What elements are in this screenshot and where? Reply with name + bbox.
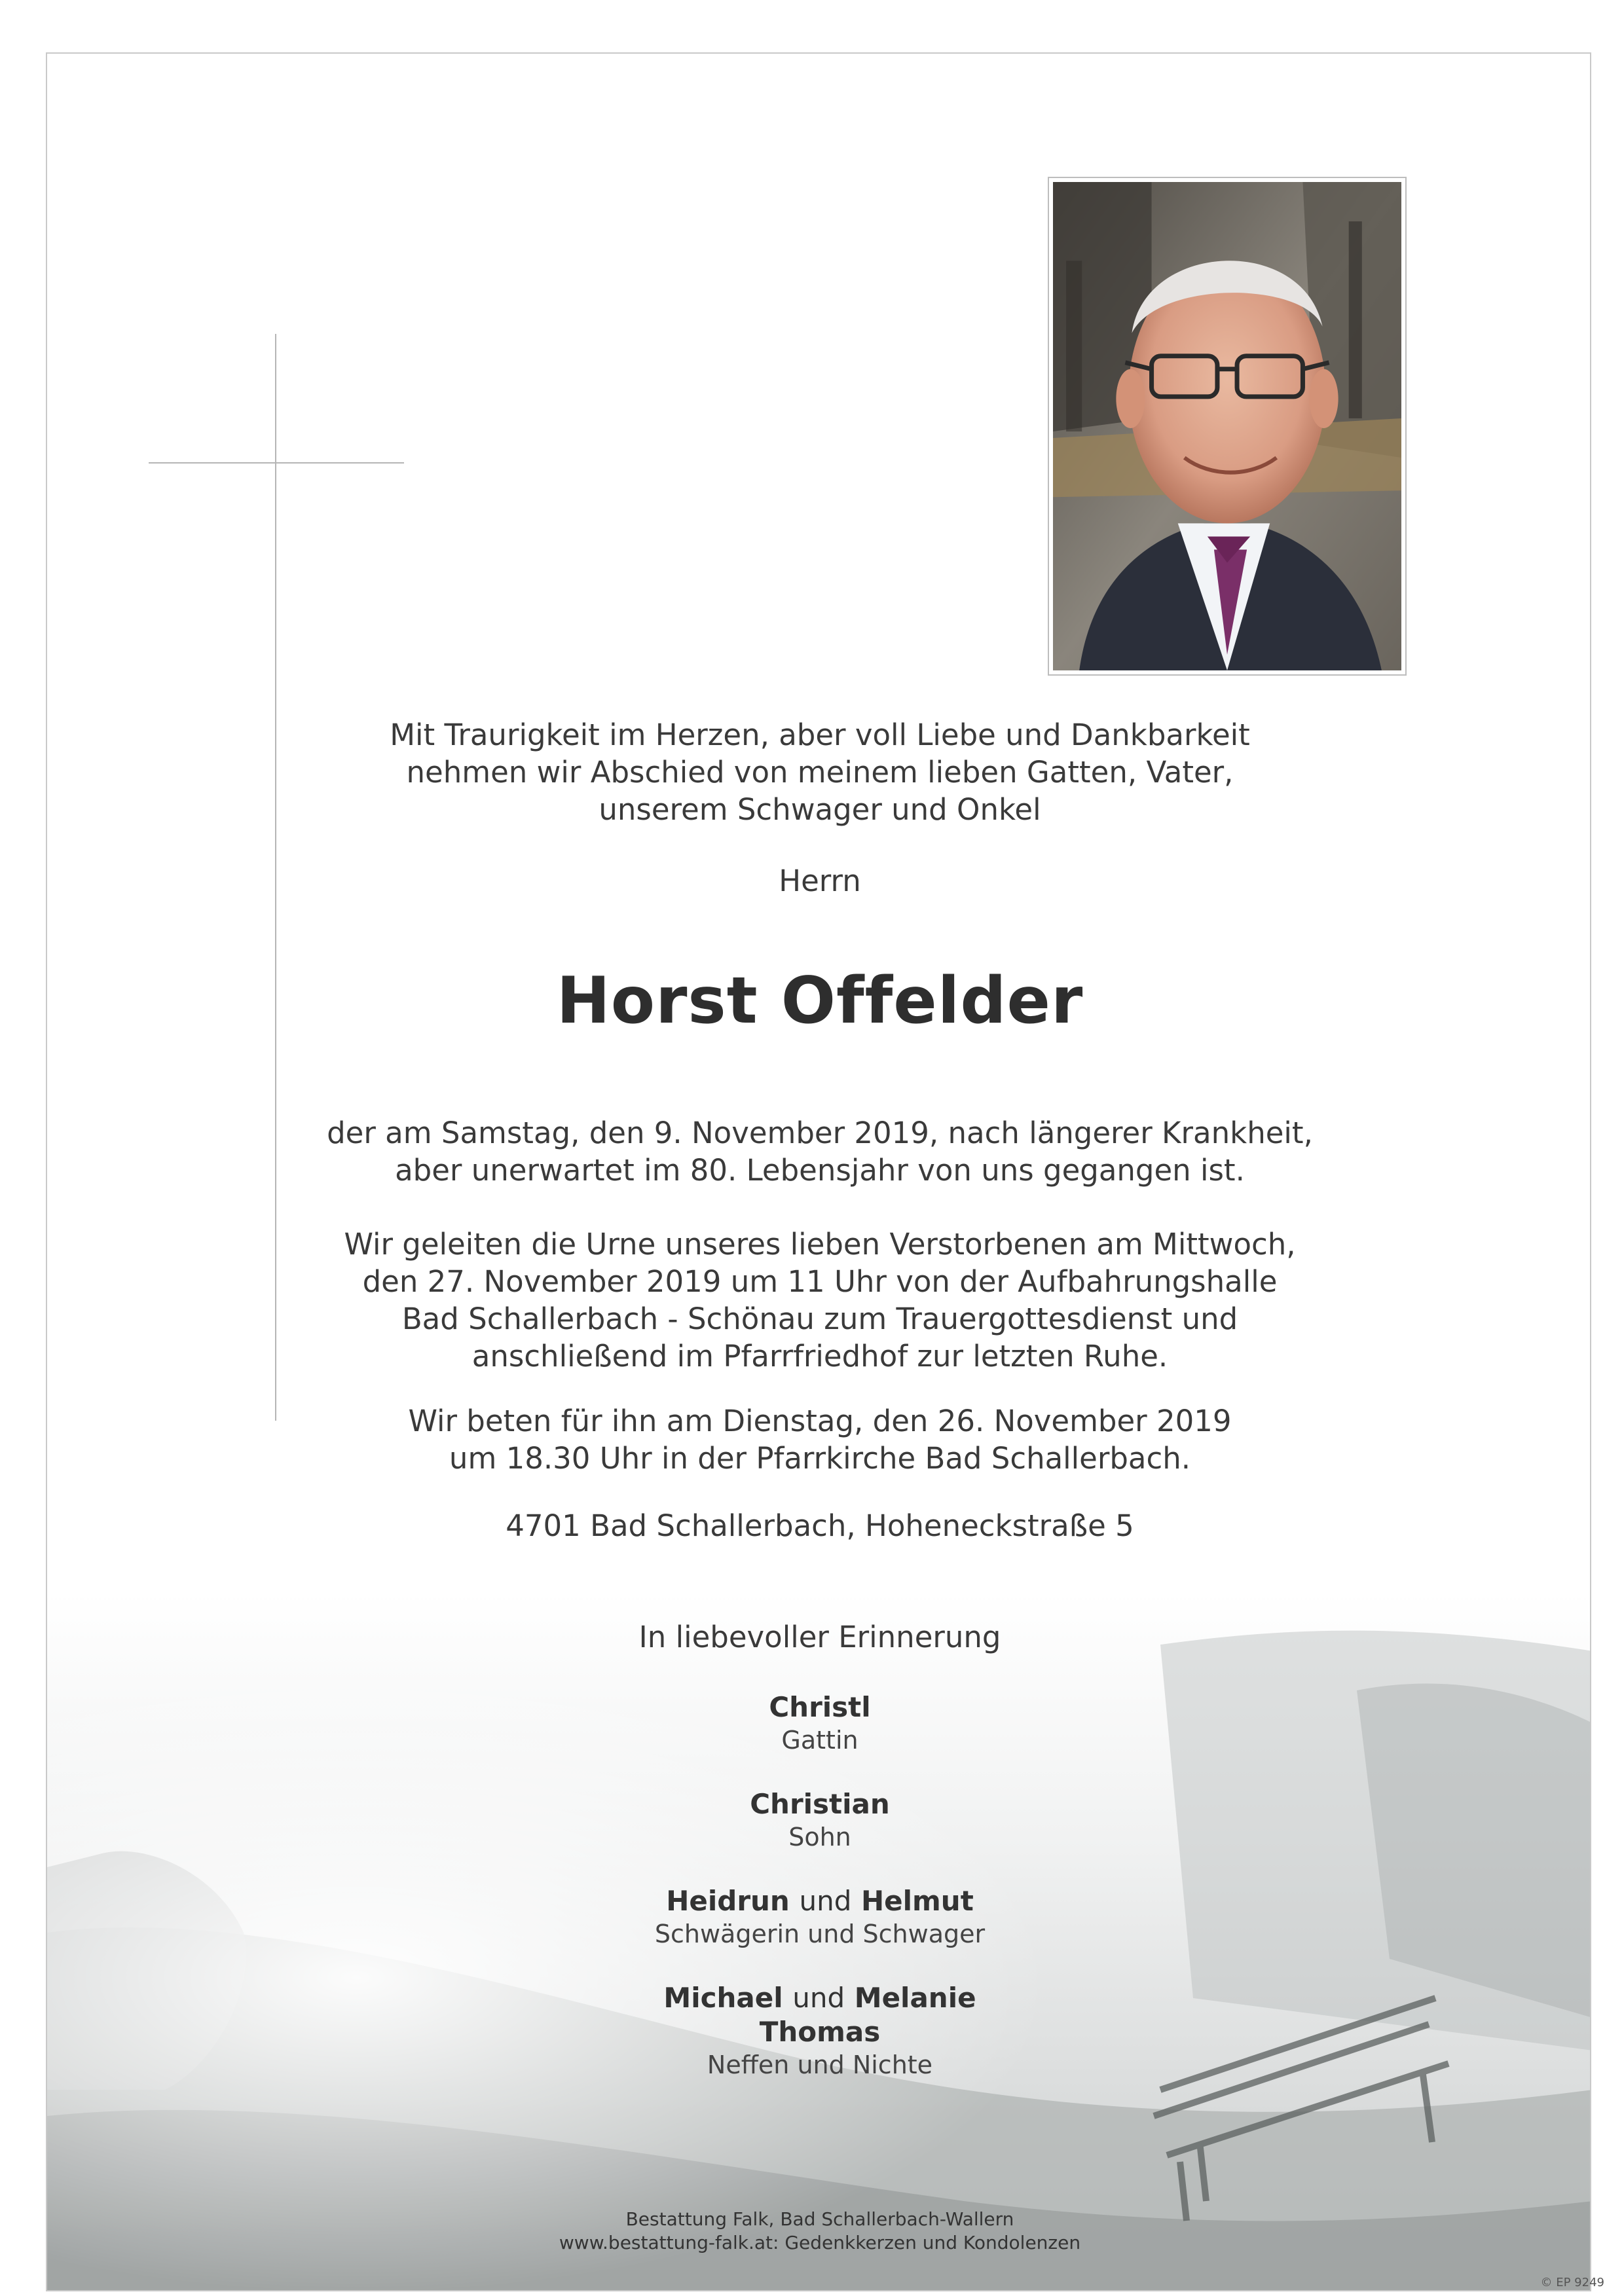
mourner-name: Thomas <box>759 2016 881 2048</box>
portrait-man-image <box>1053 182 1401 670</box>
intro-line-2: nehmen wir Abschied von meinem lieben Gatten, Vater, <box>406 755 1234 790</box>
intro-text <box>47 716 1591 828</box>
mourner-name: Christl <box>769 1691 871 1723</box>
mourner-names <box>47 1981 1591 2015</box>
cross-horizontal-line <box>149 462 404 464</box>
intro-line-3: unserem Schwager und Onkel <box>599 792 1041 827</box>
mourner-relation: Sohn <box>788 1823 851 1851</box>
portrait-photo <box>1048 177 1407 676</box>
footer-line-2: www.bestattung-falk.at: Gedenkkerzen und Kondolenzen <box>559 2232 1081 2253</box>
mourner-group-4 <box>47 1981 1591 2081</box>
joiner: und <box>792 1982 845 2014</box>
parte-frame <box>46 52 1591 2291</box>
reference-number: © EP 9249 <box>1540 2276 1604 2289</box>
mourner-relation: Neffen und Nichte <box>707 2050 933 2079</box>
funeral-line-1: Wir geleiten die Urne unseres lieben Verstorbenen am Mittwoch, <box>344 1227 1296 1262</box>
mourner-relation: Schwägerin und Schwager <box>654 1920 986 1948</box>
death-notice <box>47 1114 1591 1189</box>
mourner-name: Heidrun <box>666 1885 790 1917</box>
mourner-group-3 <box>47 1884 1591 1950</box>
death-line-2: aber unerwartet im 80. Lebensjahr von uns gegangen ist. <box>395 1153 1245 1188</box>
mourner-names <box>47 1884 1591 1918</box>
funeral-line-4: anschließend im Pfarrfriedhof zur letzten Ruhe. <box>471 1339 1168 1374</box>
death-line-1: der am Samstag, den 9. November 2019, nach längerer Krankheit, <box>327 1116 1313 1150</box>
prayer-line-1: Wir beten für ihn am Dienstag, den 26. November 2019 <box>408 1404 1232 1438</box>
mourner-name: Helmut <box>861 1885 974 1917</box>
funeral-line-2: den 27. November 2019 um 11 Uhr von der Aufbahrungshalle <box>362 1264 1278 1299</box>
funeral-notice <box>47 1226 1591 1375</box>
mourner-group-2 <box>47 1787 1591 1853</box>
memory-heading: In liebevoller Erinnerung <box>638 1620 1001 1654</box>
funeral-line-3: Bad Schallerbach - Schönau zum Trauergottesdienst und <box>401 1302 1238 1336</box>
prayer-line-2: um 18.30 Uhr in der Pfarrkirche Bad Schallerbach. <box>449 1441 1191 1476</box>
mourner-relation: Gattin <box>781 1726 858 1755</box>
mourner-name: Christian <box>750 1788 890 1820</box>
joiner: und <box>799 1885 852 1917</box>
salutation: Herrn <box>779 864 861 898</box>
undertaker-footer <box>47 2208 1591 2255</box>
mourner-name: Michael <box>663 1982 783 2014</box>
intro-line-1: Mit Traurigkeit im Herzen, aber voll Liebe und Dankbarkeit <box>390 718 1250 752</box>
footer-line-1: Bestattung Falk, Bad Schallerbach-Wallern <box>625 2208 1014 2230</box>
address: 4701 Bad Schallerbach, Hoheneckstraße 5 <box>506 1508 1134 1543</box>
mourner-name: Melanie <box>854 1982 976 2014</box>
mourner-group-1 <box>47 1690 1591 1756</box>
deceased-name: Horst Offelder <box>556 964 1084 1038</box>
prayer-notice <box>47 1402 1591 1477</box>
